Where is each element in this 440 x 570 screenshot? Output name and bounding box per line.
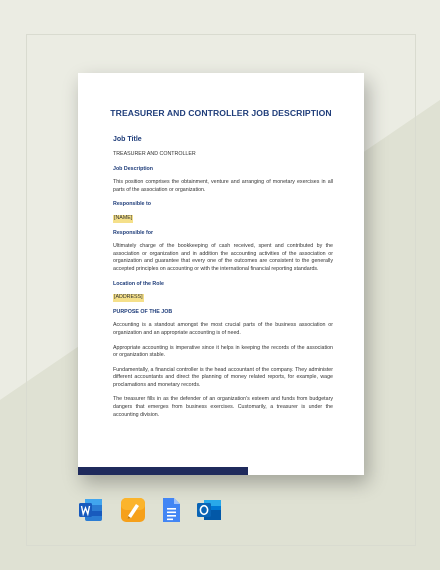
responsible-for-heading: Responsible for [113, 229, 154, 236]
word-icon[interactable] [78, 497, 104, 523]
job-description-heading: Job Description [113, 165, 154, 172]
job-title-value: TREASURER AND CONTROLLER [113, 151, 196, 157]
responsible-to-heading: Responsible to [113, 201, 151, 208]
purpose-paragraph: Appropriate accounting is imperative since it helps in keeping the records of the association or organization stable. [113, 344, 333, 359]
location-heading: Location of the Role [113, 280, 164, 287]
purpose-paragraph: The treasurer fills in as the defender of an organization's esteem and funds from budgetary dangers that emerges from business exercises. Customarily, a treasurer is under the accounting division. [113, 396, 333, 418]
job-description-text: This position comprises the obtainment, venture and arranging of monetary exercises in all parts of the association or organization. [113, 179, 333, 193]
pages-icon[interactable] [120, 497, 146, 523]
job-title-heading: Job Title [113, 136, 142, 143]
purpose-heading: PURPOSE OF THE JOB [113, 308, 173, 315]
google-docs-icon[interactable] [158, 497, 184, 523]
purpose-paragraph: Fundamentally, a financial controller is the head accountant of the company. They administer different accountants and direct the planning of money related reports, for example, wage proclamations and monetary records. [113, 366, 333, 388]
location-placeholder[interactable]: [ADDRESS] [114, 294, 143, 301]
document-body [113, 135, 333, 426]
document-page [78, 73, 364, 475]
purpose-paragraph: Accounting is a standout amongst the most crucial parts of the business association or organization and an appropriate accounting is of need. [113, 322, 333, 336]
outlook-icon[interactable] [196, 497, 222, 523]
footer-bar [78, 467, 248, 475]
document-title: TREASURER AND CONTROLLER JOB DESCRIPTION [110, 108, 332, 118]
responsible-to-placeholder[interactable]: [NAME] [114, 214, 133, 221]
responsible-for-text: Ultimately charge of the bookkeeping of cash received, spent and contributed by the association or organization and in addition the accounting activities of the association or organization and guarantee that every one of the outcomes are consistent to the generally accepted principles on accounting or with the international financial reporting standards. [113, 243, 333, 272]
